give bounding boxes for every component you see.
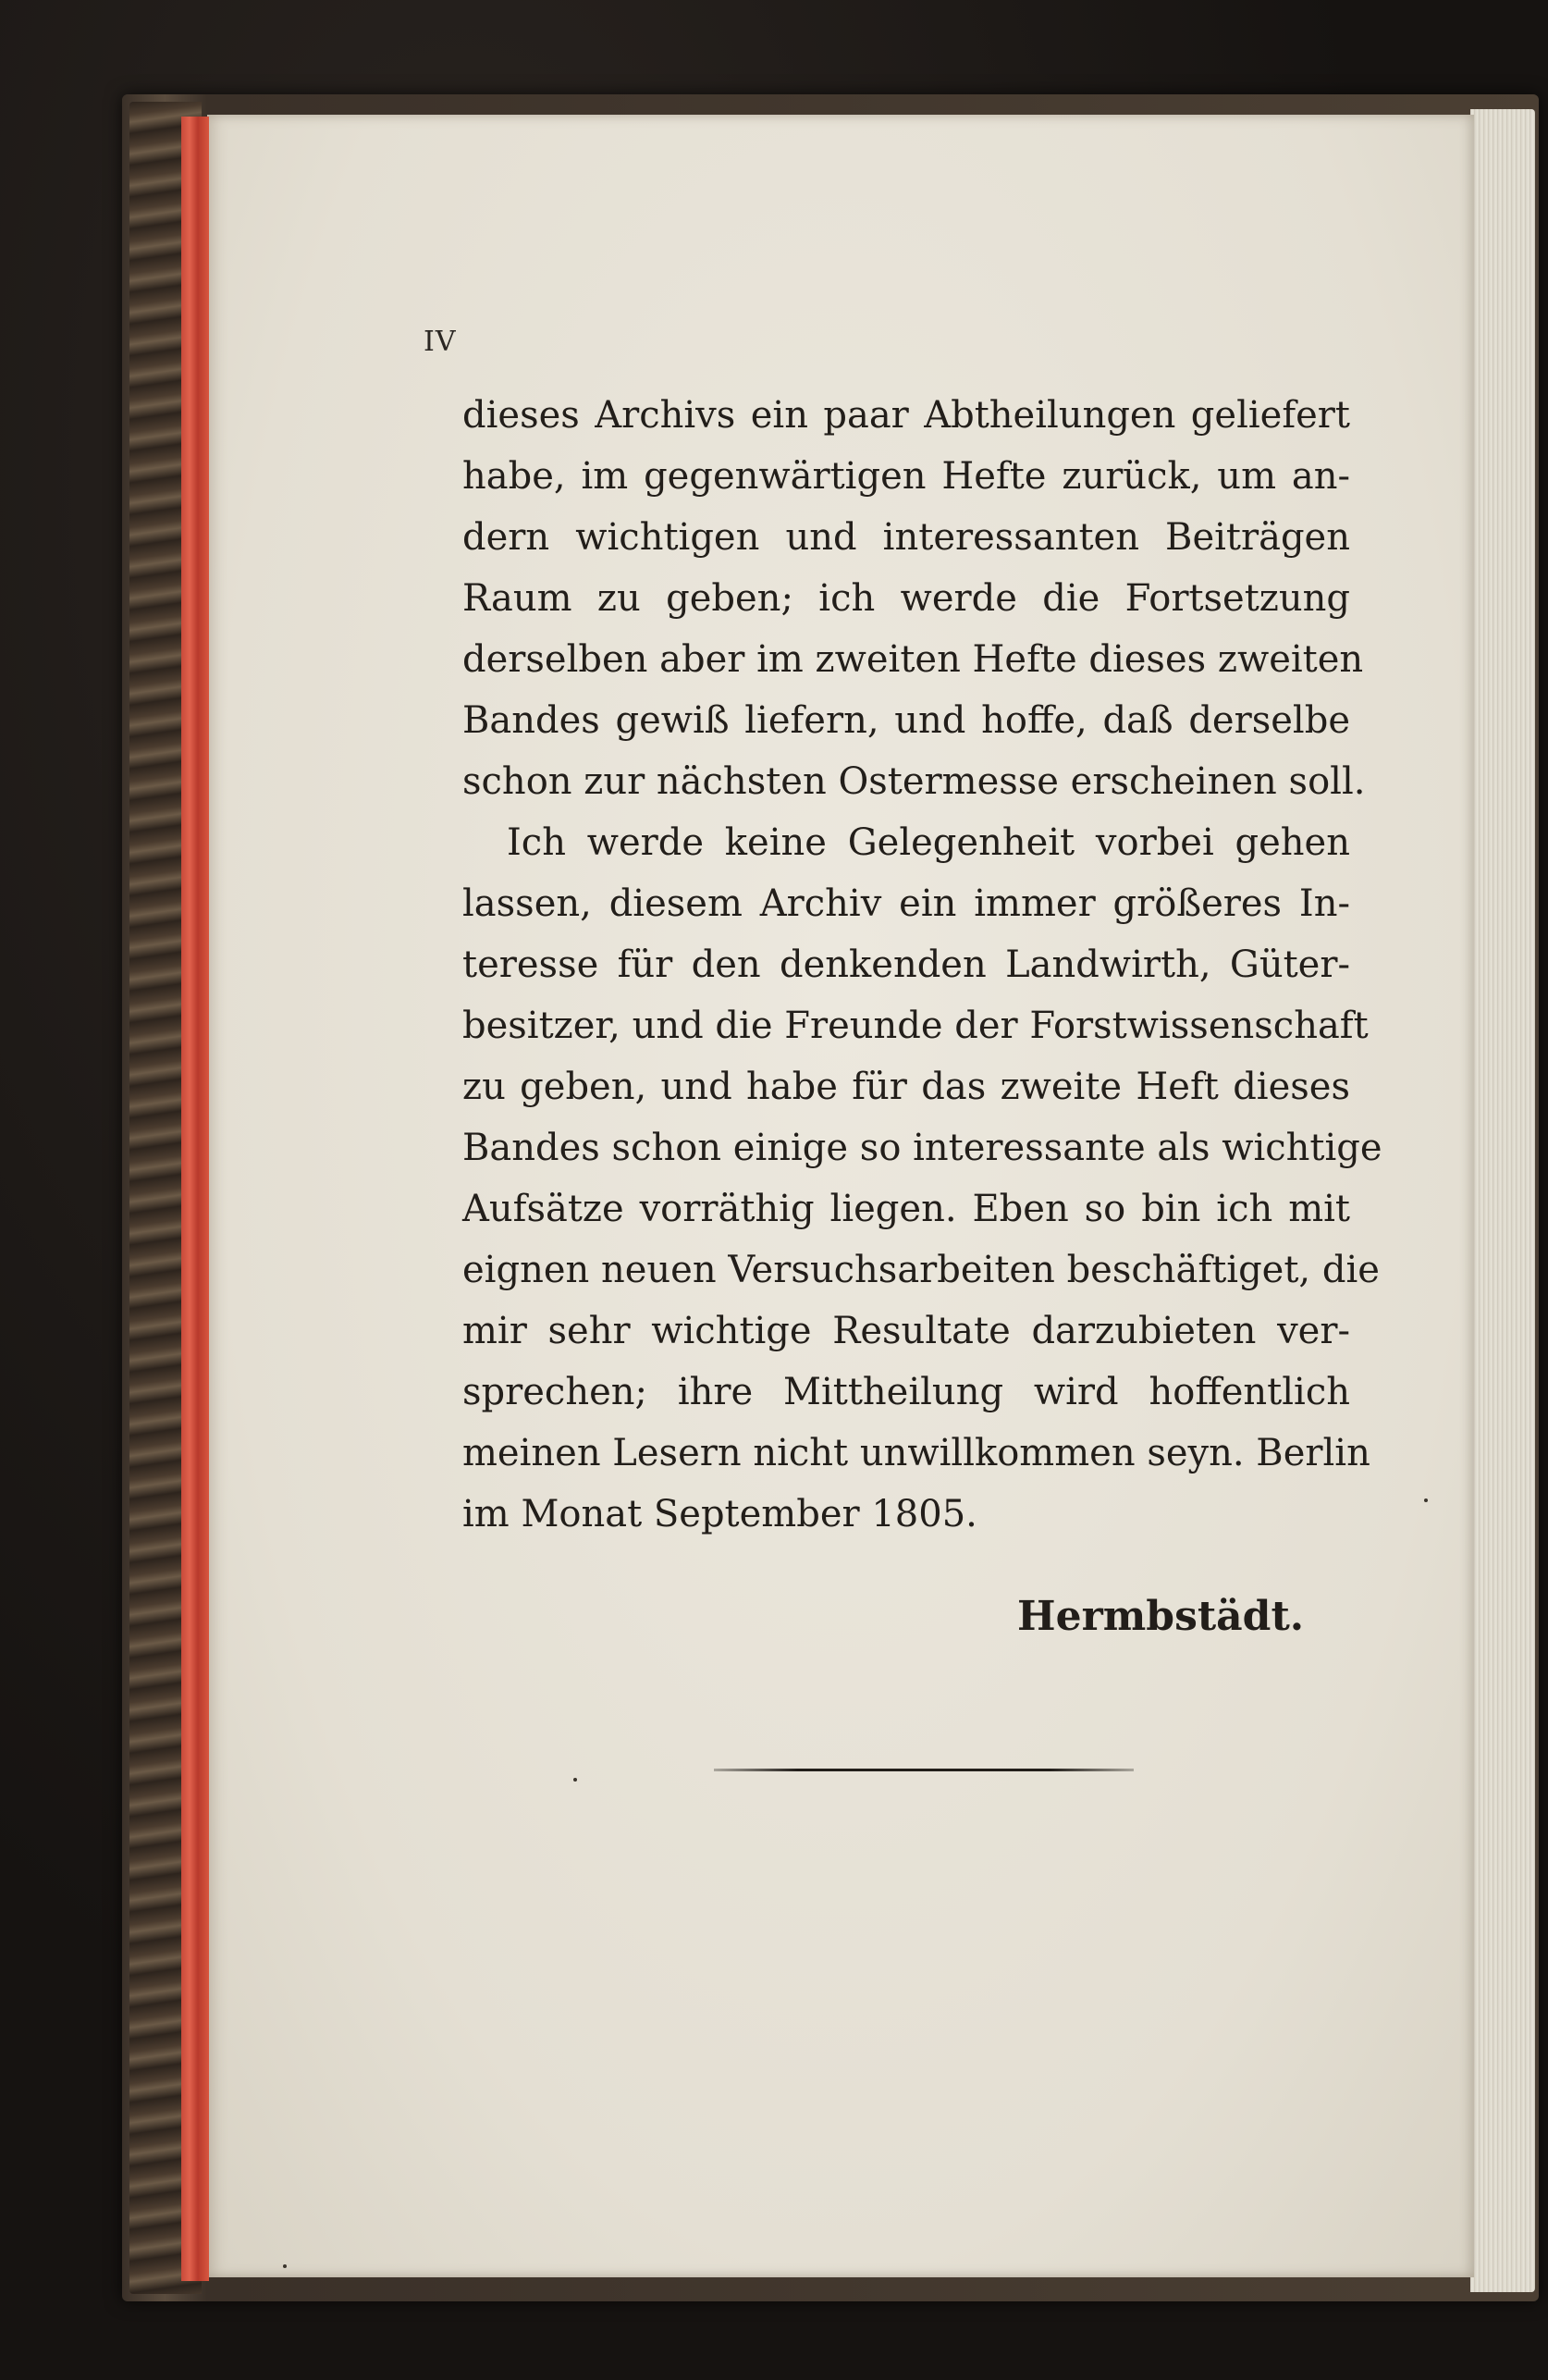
text-line: lassen, diesem Archiv ein immer größeres In- (462, 882, 1350, 925)
text-line: zu geben, und habe für das zweite Heft dieses (462, 1066, 1350, 1108)
text-line: Ich werde keine Gelegenheit vorbei gehen (507, 821, 1350, 864)
divider-rule (714, 1769, 1134, 1771)
text-line: schon zur nächsten Ostermesse erscheinen soll. (462, 760, 1366, 803)
text-line: teresse für den denkenden Landwirth, Güter- (462, 943, 1350, 986)
page-number: IV (424, 326, 457, 358)
text-line: Aufsätze vorräthig liegen. Eben so bin ich mit (462, 1188, 1350, 1230)
text-line: dern wichtigen und interessanten Beiträgen (462, 516, 1350, 559)
text-line: meinen Lesern nicht unwillkommen seyn. Berlin (462, 1432, 1370, 1474)
page-stack-edge (1470, 109, 1535, 2292)
text-line: derselben aber im zweiten Hefte dieses zweiten (462, 638, 1364, 681)
text-line: Raum zu geben; ich werde die Fortsetzung (462, 577, 1350, 620)
red-page-edge (181, 117, 209, 2281)
paper-speck (1424, 1498, 1428, 1502)
text-line: im Monat September 1805. (462, 1493, 977, 1535)
text-line: eignen neuen Versuchsarbeiten beschäftiget, die (462, 1249, 1380, 1291)
text-line: sprechen; ihre Mittheilung wird hoffentlich (462, 1371, 1350, 1413)
text-line: Bandes gewiß liefern, und hoffe, daß derselbe (462, 699, 1350, 742)
author-signature: Hermbstädt. (1017, 1593, 1305, 1640)
paper-speck (283, 2264, 287, 2268)
text-line: Bandes schon einige so interessante als wichtige (462, 1127, 1382, 1169)
text-line: besitzer, und die Freunde der Forstwissenschaft (462, 1005, 1369, 1047)
body-text (462, 385, 1382, 1545)
text-line: dieses Archivs ein paar Abtheilungen geliefert (462, 394, 1350, 437)
text-line: habe, im gegenwärtigen Hefte zurück, um an- (462, 455, 1350, 498)
text-line: mir sehr wichtige Resultate darzubieten ver- (462, 1310, 1350, 1352)
paper-speck (573, 1778, 577, 1782)
